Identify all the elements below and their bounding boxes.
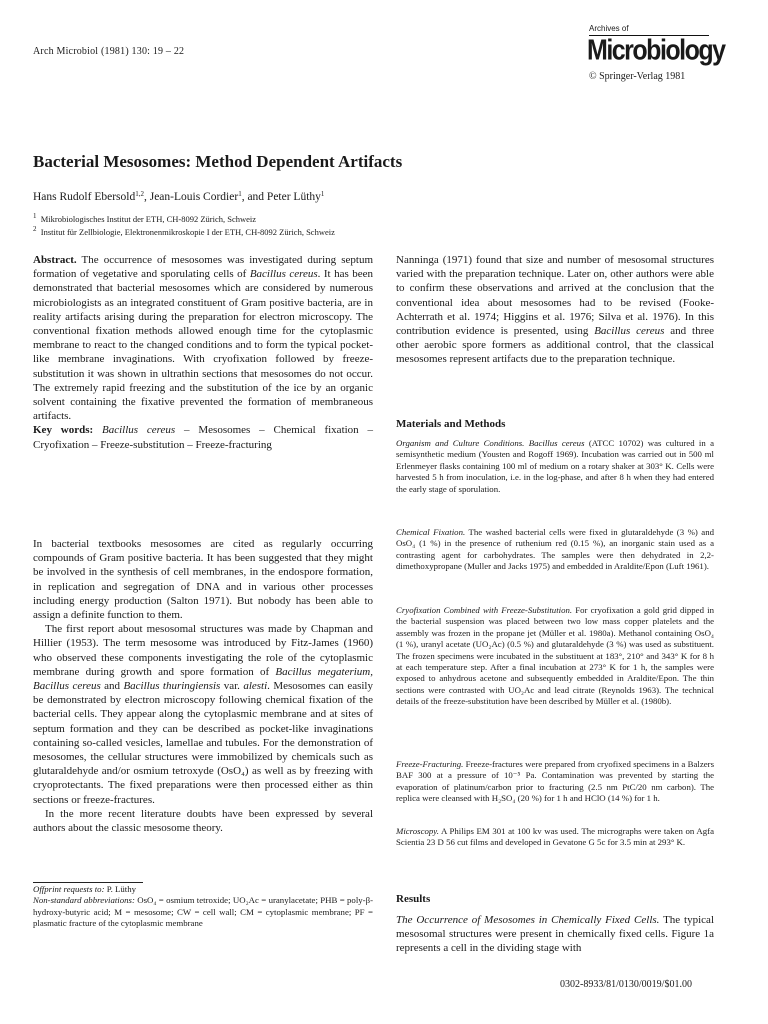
paragraph-text: The washed bacterial cells were fixed in glutaraldehyde (3 %) and OsO₄ (1 %) in the presence of ruthenium red (0.15 %), an inorganic stain used as a contrasting agent for carbohydrates. The samples were then dehydrated in 2,2-dimethoxypropane (Muller and Jacks 1975) and embedded in Araldite/Epon (Luft 1961). [396,527,714,572]
footnote-divider [33,882,143,883]
intro-paragraph: In the more recent literature doubts have been expressed by several authors about the classic mesosome theory. [33,807,373,835]
paragraph-text: A Philips EM 301 at 100 kv was used. The micrographs were taken on Agfa Scientia 23 D 56 cut films and developed in Gevatone G 5c for 3.5 min at 293° K. [396,826,714,848]
paragraph-text: (ATCC 10702) was cultured in a semisynthetic medium (Yousten and Rogoff 1969). Incubation was carried out in 500 ml Erlenmeyer flasks containing 100 ml of medium on a rotary shaker at 303° K. Cells were harvested 5 h from inoculation, i.e. in the log-phase, and after 8 h when they had entered the early stage of sporulation. [396,438,714,494]
paragraph-text: var. [220,680,244,693]
species-name: Bacillus cereus [524,438,585,448]
author-affiliation-marker: 1 [320,190,325,198]
author-name: Jean-Louis Cordier [149,191,239,203]
affiliation-text: Mikrobiologisches Institut der ETH, CH-8092 Zürich, Schweiz [40,214,257,224]
keywords-text: – Mesosomes – Chemical fixation – Cryofixation – Freeze-substitution – Freeze-fracturing [33,424,374,451]
intro-paragraph [33,622,373,807]
methods-paragraph-chemical-fixation [396,527,714,573]
affiliation-text: Institut für Zellbiologie, Elektronenmikroskopie I der ETH, CH-8092 Zürich, Schweiz [40,227,335,237]
introduction [33,537,373,835]
affiliation [33,212,256,224]
affiliation-number: 2 [33,225,37,233]
paragraph-text: Nanninga (1971) found that size and number of mesosomal structures varied with the preparation technique. Later on, other authors were able to confirm these observations and arrived at the conclusion that the conventional idea about mesosomes had to be revised (Fooke-Achterrath et al. 1974; Higgins et al. 1976; Silva et al. 1976). In this contribution evidence is presented, using [396,254,714,338]
abstract-text: . It has been demonstrated that bacterial mesosomes which are considered by numerous microbiologists as an integrated constituent of Gram positive bacteria, are in reality artifacts arising during the preparation for electron microscopy. The conventional fixation methods allowed enough time for the cytoplasmic membrane to react to the changed conditions and to form the typical pocket-like membrane invaginations. With cryofixation followed by freeze-substitution it was shown in ultrathin sections that mesosomes do not occur. The extremely rapid freezing and the substitution of the ice by an organic solvent containing the fixative prevented the formation of membraneous artifacts. [33,268,373,423]
affiliation [33,225,335,237]
journal-logo: Microbiology [587,34,725,67]
publisher-copyright: © Springer-Verlag 1981 [589,71,686,82]
subsection-label: Freeze-Fracturing. [396,759,464,769]
offprint-text: P. Lüthy [104,884,137,894]
intro-paragraph: In bacterial textbooks mesosomes are cited as regularly occurring compounds of Gram positive bacteria. It has been suggested that they might be involved in the synthesis of cell membranes, in the endospore formation, in replication and segregation of DNA and in various other processes including energy production (Salton 1971). But nobody has been able to assign a definite function to them. [33,538,373,622]
paragraph-text: . Mesosomes can easily be demonstrated by electron microscopy following chemical fixation of the bacterial cells. They appear along the cytoplasmic membrane and at sites of septum formation and they can be described as pocket-like invaginations containing so-called vesicles, lamellae and tubules. For the demonstration of mesosomes, the cellular structures were immobilized by chemicals such as glutaraldehyde and/or osmium tetroxyde (OsO₄) as well as by freezing with cryoprotectants. The fixed preparations were then processed either as thin sections or freeze-fractures. [33,680,373,806]
journal-reference: Arch Microbiol (1981) 130: 19 – 22 [33,46,185,57]
keywords-label: Key words: [33,424,94,437]
methods-paragraph-cryofixation [396,605,714,708]
subsection-label: Organism and Culture Conditions. [396,438,525,448]
species-name: Bacillus thuringiensis [123,680,221,693]
subsection-label: Chemical Fixation. [396,527,466,537]
section-heading-results: Results [396,893,431,905]
author-list: Hans Rudolf Ebersold$^{1,2}$, Jean-Louis Cordier$^1$, and Peter Lüthy$^1$ [33,190,325,203]
subsection-label: Cryofixation Combined with Freeze-Substitution. [396,605,573,615]
paragraph-text: The typical mesosomal structures were present in chemically fixed cells. Figure 1a represents a cell in the dividing stage with [396,914,714,955]
archives-label: Archives of [589,24,629,33]
methods-paragraph-microscopy [396,826,714,849]
author-affiliation-marker: 1,2 [135,190,144,198]
article-title: Bacterial Mesosomes: Method Dependent Artifacts [33,152,403,171]
paragraph-text: and [100,680,124,693]
abstract-text: The occurrence of mesosomes was investigated during septum formation of vegetative and sporulating cells of [33,254,373,281]
species-name: Bacillus cereus [249,268,318,281]
results-paragraph [396,913,714,956]
author-affiliation-marker: 1 [238,190,242,198]
species-name: alesti [243,680,268,693]
section-heading-methods: Materials and Methods [396,418,506,430]
methods-paragraph-organism [396,438,714,495]
paragraph-text: The first report about mesosomal structures was made by Chapman and Hillier (1953). The term mesosome was introduced by Fitz-James (1960) who observed these components investigating the role of the cytoplasmic membrane during growth and spore formation of [33,623,373,678]
paragraph-text: For cryofixation a gold grid dipped in the bacterial suspension was placed between two low mass copper platelets and the assembly was frozen in the propane jet (Müller et al. 1980a). Methanol containing OsO₄ (1 %), uranyl acetate (UO₂Ac) (0.5 %) and glutaraldehyde (3 %) was used as substituent. The frozen specimens were incubated in the substituent at 183°, 210° and 343° K for 8 h at each temperature step. After a final incubation at 273° K for 1 h, the samples were exposed to anhydrous acetone and subsequently embedded in Araldite/Epon. The thin sections were contrasted with UO₂Ac and lead citrate (Reynolds 1963). The technical details of the freeze-substitution have been described by Müller et al. (1980b). [396,605,714,707]
paragraph-text: and three other aerobic spore formers as additional control, that the classical mesosomes represent artifacts due to the preparation technique. [396,325,714,366]
abstract-label: Abstract. [33,254,77,266]
introduction-continued [396,253,714,367]
species-name: Bacillus cereus [93,424,176,437]
affiliation-number: 1 [33,212,37,220]
issn-code: 0302-8933/81/0130/0019/$01.00 [560,979,692,990]
methods-paragraph-freeze-fracturing [396,759,714,805]
subsection-label: Microscopy. [396,826,439,836]
footnotes [33,884,373,930]
paragraph-text: Freeze-fractures were prepared from cryofixed specimens in a Balzers BAF 300 at a pressure of 10⁻⁵ Pa. Contamination was prevented by starting the evaporation of platinum/carbon prior to fracturing (2.5 nm PtC/20 nm carbon). The replica were cleansed with H₂SO₄ (20 %) for 1 h and HClO (14 %) for 1 h. [396,759,714,804]
offprint-label: Offprint requests to: [33,884,105,894]
abbreviations-text: OsO₄ = osmium tetroxide; UO₂Ac = uranylacetate; PHB = poly-β-hydroxy-butyric acid; M = mesosome; CW = cell wall; CM = cytoplasmic membrane; PF = plasmatic fracture of the cytoplasmic membrane [33,895,373,929]
subsection-label: The Occurrence of Mesosomes in Chemically Fixed Cells. [396,914,660,926]
species-name: Bacillus megaterium, Bacillus cereus [33,665,373,693]
species-name: Bacillus cereus [594,325,665,338]
abstract [33,253,373,452]
author-name: and Peter Lüthy [247,191,321,203]
abbreviations-label: Non-standard abbreviations: [33,895,135,906]
author-name: Hans Rudolf Ebersold [33,191,136,203]
